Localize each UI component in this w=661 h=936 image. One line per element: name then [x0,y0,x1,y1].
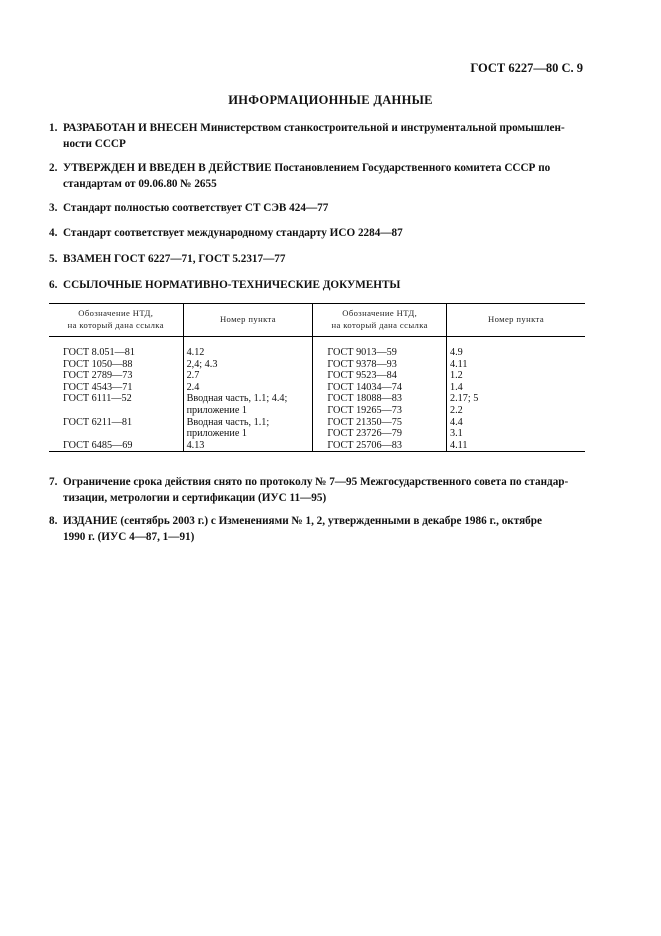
item-text-continued: 1990 г. (ИУС 4—87, 1—91) [63,531,195,543]
col-header-point: Номер пункта [447,304,585,337]
item-text: УТВЕРЖДЕН И ВВЕДЕН В ДЕЙСТВИЕ Постановлением Государственного комитета СССР по [63,162,551,174]
table-header-row [49,304,585,337]
table-row: ГОСТ 6211—81 Вводная часть, 1.1; ГОСТ 21350—75 4.4 [49,417,585,429]
page-header: ГОСТ 6227—80 С. 9 [470,61,583,75]
section-title: ИНФОРМАЦИОННЫЕ ДАННЫЕ [228,93,433,107]
col-header-doc: Обозначение НТД, на который дана ссылка [49,304,183,337]
item-number: 5. [49,253,58,265]
info-item-6 [49,277,585,293]
item-number: 8. [49,515,58,527]
table-row: ГОСТ 4543—71 2.4 ГОСТ 14034—74 1.4 [49,382,585,394]
col-header-point: Номер пункта [183,304,313,337]
item-number: 7. [49,476,58,488]
item-text-continued: ности СССР [63,138,126,150]
table-row: ГОСТ 1050—88 2,4; 4.3 ГОСТ 9378—93 4.11 [49,359,585,371]
info-item-7 [49,474,585,506]
item-text-continued: тизации, метрологии и сертификации (ИУС 11—95) [63,492,327,504]
item-text-continued: стандартам от 09.06.80 № 2655 [63,178,217,190]
info-item-2 [49,160,585,192]
table-row: ГОСТ 8.051—81 4.12 ГОСТ 9013—59 4.9 [49,337,585,359]
table-row: ГОСТ 2789—73 2.7 ГОСТ 9523—84 1.2 [49,370,585,382]
references-table [49,303,585,452]
info-item-5 [49,251,585,267]
info-item-8 [49,513,585,545]
item-number: 1. [49,122,58,134]
table-row: ГОСТ 6485—69 4.13 ГОСТ 25706—83 4.11 [49,440,585,452]
item-text: ИЗДАНИЕ (сентябрь 2003 г.) с Изменениями № 1, 2, утвержденными в декабре 1986 г., октябре [63,515,542,527]
info-item-4 [49,225,585,241]
table-row: приложение 1 ГОСТ 19265—73 2.2 [49,405,585,417]
table-row: ГОСТ 6111—52 Вводная часть, 1.1; 4.4; ГОСТ 18088—83 2.17; 5 [49,393,585,405]
item-text: РАЗРАБОТАН И ВНЕСЕН Министерством станкостроительной и инструментальной промышлен- [63,122,565,134]
item-number: 3. [49,202,58,214]
item-text: Стандарт полностью соответствует СТ СЭВ 424—77 [63,202,329,214]
item-text: Стандарт соответствует международному стандарту ИСО 2284—87 [63,227,403,239]
item-number: 4. [49,227,58,239]
table-row: приложение 1 ГОСТ 23726—79 3.1 [49,428,585,440]
item-number: 6. [49,279,58,291]
item-text: Ограничение срока действия снято по протоколу № 7—95 Межгосударственного совета по стандар- [63,476,569,488]
item-text: ВЗАМЕН ГОСТ 6227—71, ГОСТ 5.2317—77 [63,253,286,265]
col-header-doc: Обозначение НТД, на который дана ссылка [313,304,447,337]
item-number: 2. [49,162,58,174]
item-text: ССЫЛОЧНЫЕ НОРМАТИВНО-ТЕХНИЧЕСКИЕ ДОКУМЕНТЫ [63,279,401,291]
info-item-1 [49,120,585,152]
info-item-3 [49,200,585,216]
